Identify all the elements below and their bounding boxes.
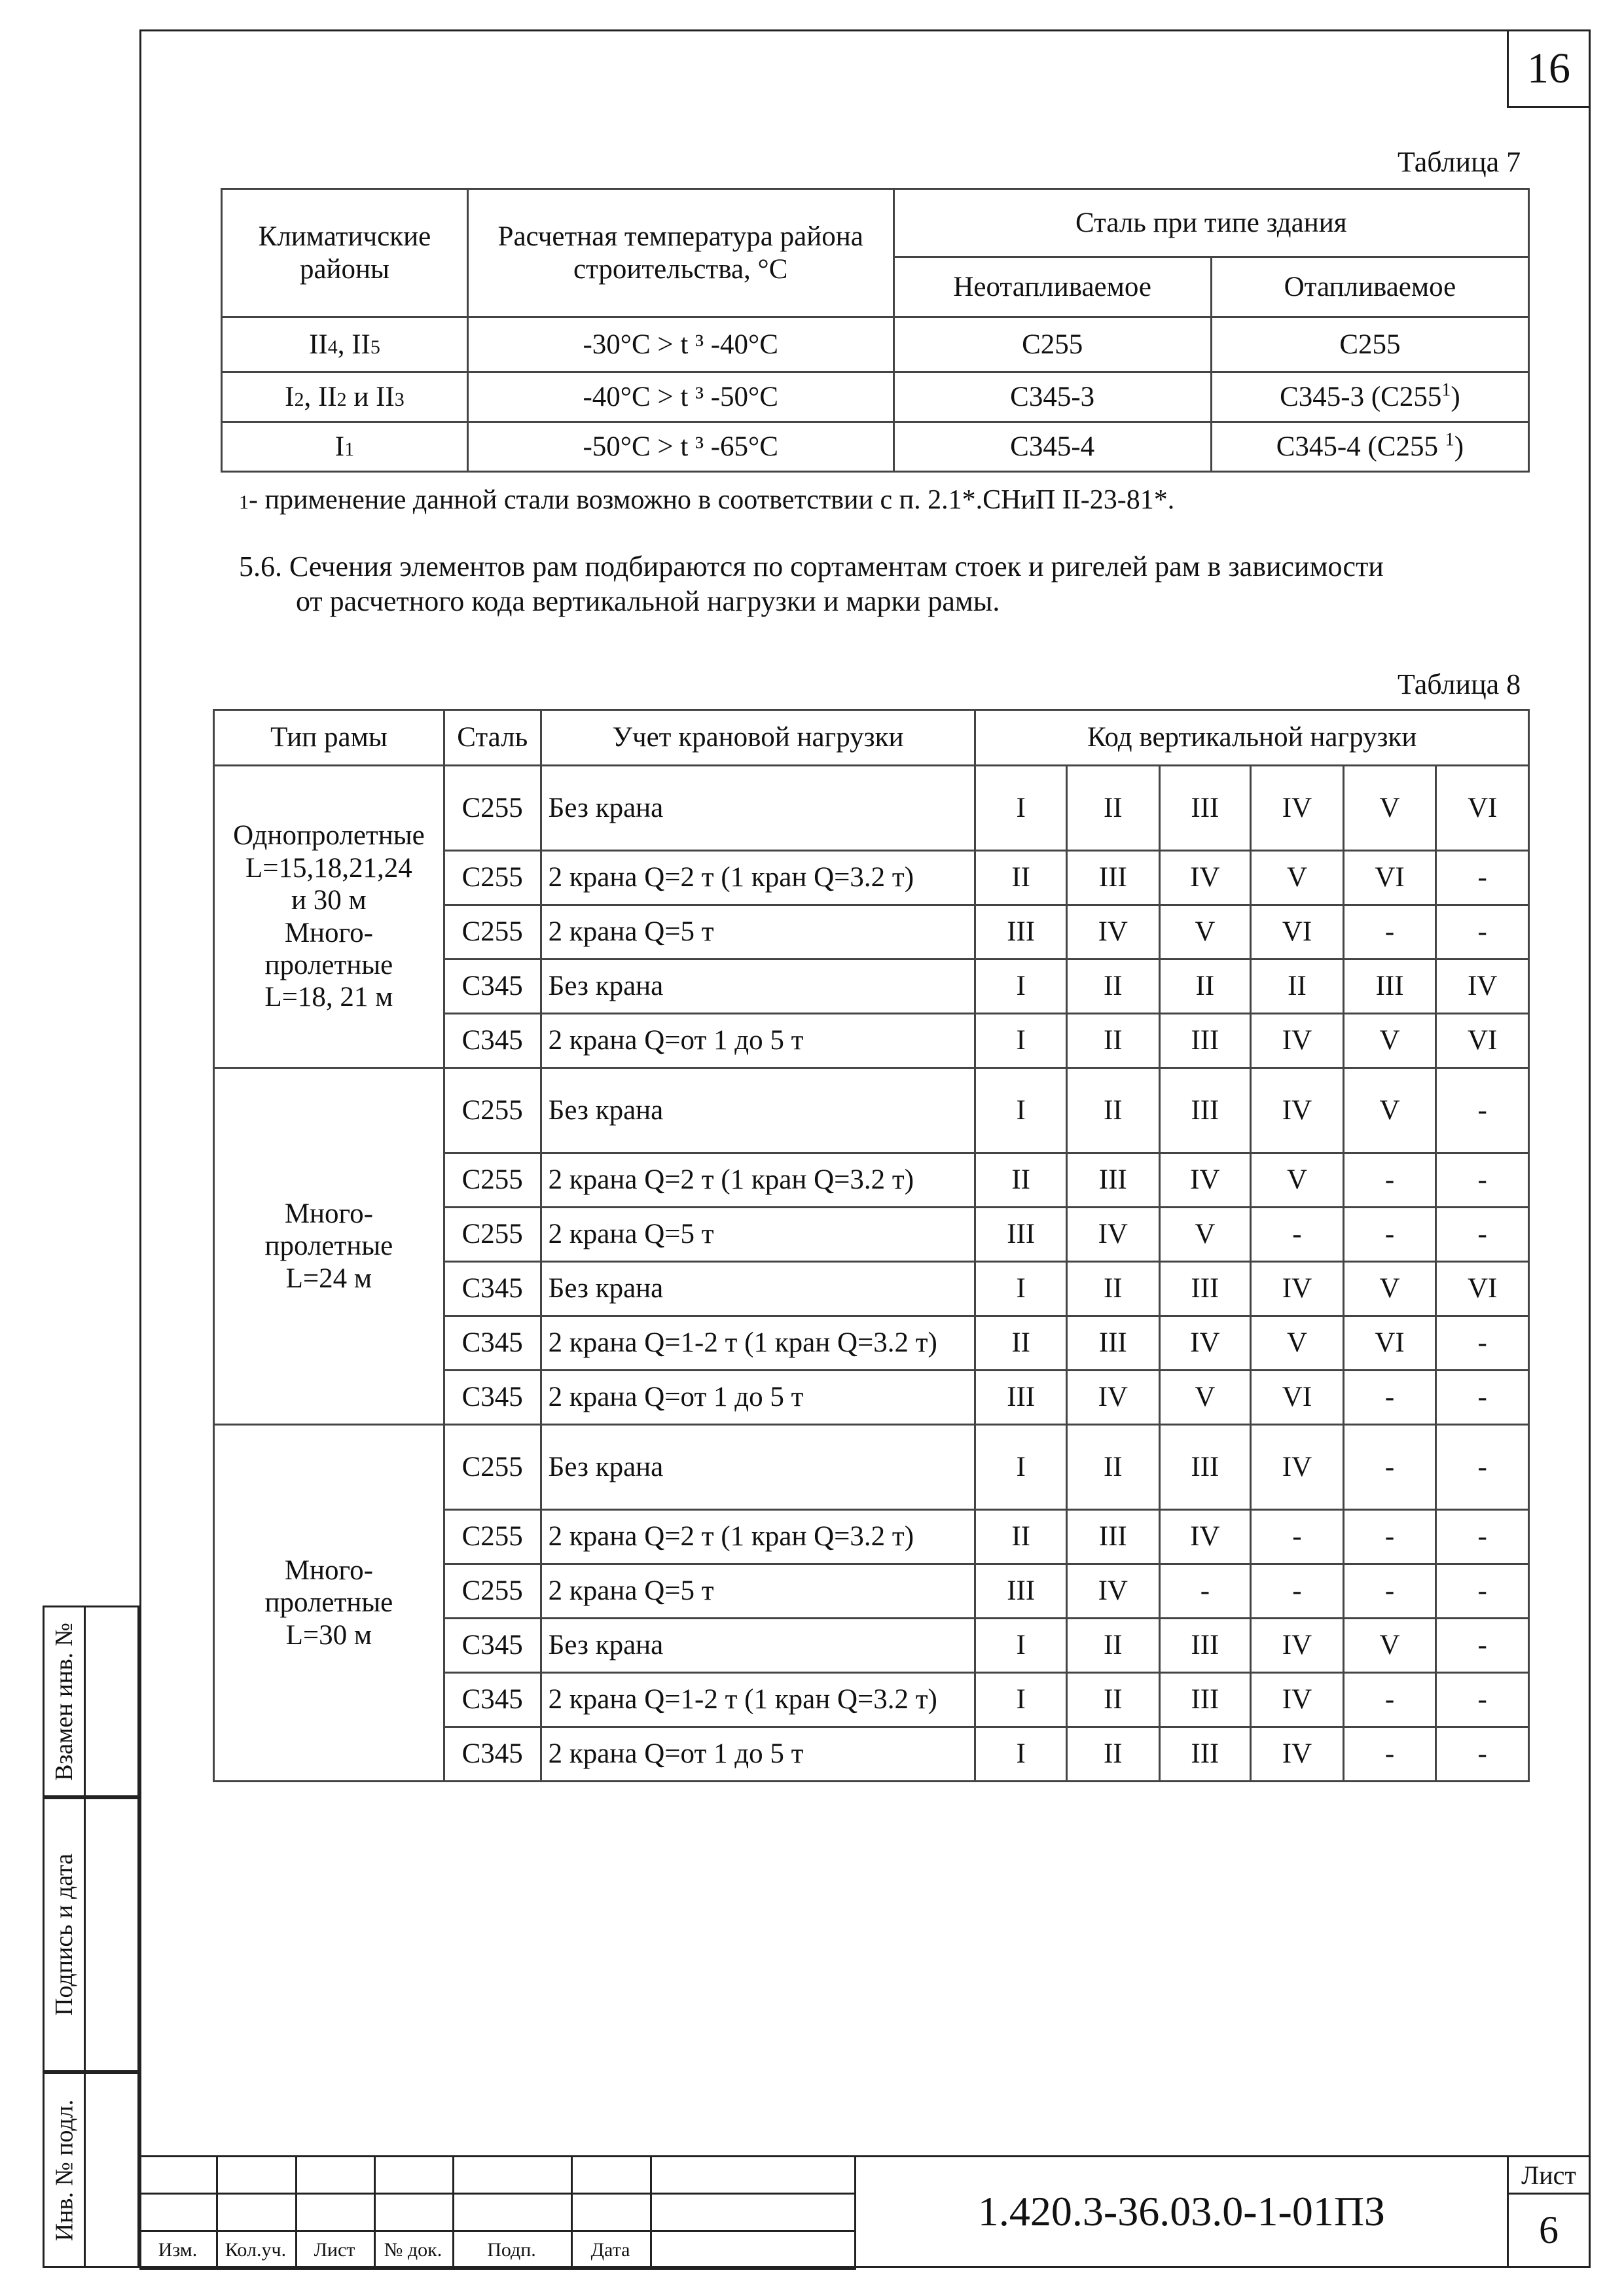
table8-code: III [1159,766,1251,851]
table7-header-unheated: Неотапливаемое [893,257,1211,317]
title-block-cell [650,2230,856,2270]
table8-steel: С255 [444,1068,541,1153]
region-subscript: 4 [327,336,338,358]
table8-code: III [975,1208,1067,1262]
table8-crane: 2 крана Q=2 т (1 кран Q=3.2 т) [541,1153,975,1208]
sheet-number: 6 [1507,2193,1591,2268]
table8-code: II [975,1510,1067,1564]
table8-code: - [1343,1371,1436,1425]
table8-frame-type [214,1425,444,1782]
frame-type-line: L=15,18,21,24 [245,852,412,884]
table8-code: III [1343,960,1436,1014]
table8-code: II [1066,1014,1159,1068]
table8-code: III [1159,1068,1251,1153]
table7-header-heated: Отапливаемое [1211,257,1528,317]
heated-steel: С345-3 (С255 [1280,381,1442,412]
footnote-mark: 1 [239,492,249,513]
table7 [221,188,1530,473]
table8-code: - [1436,1371,1529,1425]
table8-code: V [1251,851,1344,905]
table8-frame-type [214,1068,444,1425]
frame-type-line: Много- [284,917,373,948]
document-code: 1.420.3-36.03.0-1-01ПЗ [854,2155,1509,2268]
title-block [139,2155,1591,2268]
table8-code: III [1066,1153,1159,1208]
title-block-cell [139,2155,218,2195]
table8-steel: С255 [444,851,541,905]
table8-code: IV [1159,1510,1251,1564]
table8-code: VI [1251,1371,1344,1425]
table8-code: IV [1066,1564,1159,1619]
table8-code: I [975,1727,1067,1782]
heated-close-paren: ) [1454,431,1464,462]
table8-code: - [1436,1673,1529,1727]
table8-crane: 2 крана Q=2 т (1 кран Q=3.2 т) [541,851,975,905]
region-join: и [346,381,376,412]
frame-type-line: L=18, 21 м [264,982,393,1013]
table8-code: IV [1436,960,1529,1014]
title-block-cell [571,2155,652,2195]
region-subscript: 1 [344,438,355,460]
table8-code: IV [1251,1068,1344,1153]
region-numeral: I [334,431,345,462]
table8-code: I [975,1619,1067,1673]
table8-steel: С345 [444,1262,541,1316]
table7-temperature: -50°С > t ³ -65°С [467,422,893,472]
region-join: , [337,329,352,360]
table8-code: III [1159,1425,1251,1510]
table8-code: - [1251,1208,1344,1262]
table8-code: - [1343,1727,1436,1782]
table8-code: II [1066,1425,1159,1510]
title-block-label: Подп. [487,2239,536,2261]
table8-crane: 2 крана Q=от 1 до 5 т [541,1727,975,1782]
table8-code: VI [1436,766,1529,851]
table8-crane: 2 крана Q=5 т [541,1564,975,1619]
table8-code: - [1251,1510,1344,1564]
frame-type-line: Много- [284,1554,373,1586]
table8-header-steel: Сталь [444,710,541,766]
frame-type-line: Много- [284,1198,373,1229]
table8-code: - [1436,1619,1529,1673]
table8-code: IV [1251,1262,1344,1316]
side-stamp-replaced-inv [43,1605,139,1797]
table8-code: I [975,1425,1067,1510]
side-label-replaced-inv: Взамен инв. № [50,1622,78,1781]
table7-region [222,317,468,372]
table8-code: V [1343,1014,1436,1068]
table8-code: IV [1251,1673,1344,1727]
table8-steel: С255 [444,905,541,960]
table8-code: IV [1066,905,1159,960]
table8-code: IV [1159,1153,1251,1208]
heated-footnote-mark: 1 [1445,429,1454,450]
table8-code: V [1343,1068,1436,1153]
side-label-inv-original: Инв. № подл. [50,2099,79,2241]
table7-heated [1211,372,1528,422]
title-block-label: Лист [314,2239,355,2261]
table8-code: - [1436,1153,1529,1208]
title-block-label: Изм. [158,2239,198,2261]
region-numeral: II [317,381,337,412]
table8-crane: Без крана [541,960,975,1014]
region-numeral: II [352,329,370,360]
table8-steel: С255 [444,1208,541,1262]
table8-code: VI [1436,1262,1529,1316]
title-block-cell [295,2193,376,2232]
footnote [239,484,1174,516]
page-number: 16 [1507,29,1591,108]
table8-steel: С345 [444,1014,541,1068]
table8-steel: С255 [444,1153,541,1208]
table8-code: - [1343,1564,1436,1619]
frame-type-line: пролетные [264,949,393,980]
table8-code: I [975,766,1067,851]
table7-heated [1211,317,1528,372]
heated-steel: С345-4 (С255 [1276,431,1445,462]
title-block-label: Дата [590,2239,630,2261]
region-numeral: II [309,329,328,360]
table7-heated [1211,422,1528,472]
paragraph-line-1: 5.6. Сечения элементов рам подбираются по сортаментам стоек и ригелей рам в зависимости [239,550,1384,583]
table8-steel: С345 [444,1673,541,1727]
title-block-label: Кол.уч. [225,2239,287,2261]
table8-code: - [1436,1208,1529,1262]
table8-caption: Таблица 8 [1398,668,1521,700]
table8-code: - [1343,905,1436,960]
table7-unheated: С345-3 [893,372,1211,422]
region-subscript: 5 [370,336,380,358]
table7-unheated: С345-4 [893,422,1211,472]
title-block-cell [374,2193,454,2232]
region-numeral: I [285,381,295,412]
frame-type-line: L=30 м [285,1619,372,1651]
table8-code: - [1343,1510,1436,1564]
table8-code: III [1066,851,1159,905]
table7-unheated: С255 [893,317,1211,372]
heated-steel: С255 [1339,329,1401,360]
table8-code: II [975,851,1067,905]
table8-code: II [975,1316,1067,1371]
table8-steel: С345 [444,1619,541,1673]
table8-crane: 2 крана Q=5 т [541,905,975,960]
table8-code: II [1066,960,1159,1014]
table8-steel: С255 [444,1510,541,1564]
table8-code: III [975,905,1067,960]
table7-temperature: -30°С > t ³ -40°С [467,317,893,372]
table8-code: I [975,1014,1067,1068]
side-stamp-signature-date [43,1797,139,2072]
table8-header-frame-type: Тип рамы [214,710,444,766]
title-block-label: № док. [384,2239,442,2261]
table8-code: III [1159,1727,1251,1782]
table8-crane: 2 крана Q=1-2 т (1 кран Q=3.2 т) [541,1673,975,1727]
table8-code: - [1436,1564,1529,1619]
side-label-signature-date: Подпись и дата [50,1853,79,2017]
title-block-cell [452,2193,573,2232]
table8-code: - [1343,1153,1436,1208]
table8-code: IV [1066,1208,1159,1262]
table7-header-climate: Климатичские районы [222,189,468,317]
table8-code: III [1159,1619,1251,1673]
heated-close-paren: ) [1451,381,1460,412]
table7-temperature: -40°С > t ³ -50°С [467,372,893,422]
table7-header-steel: Сталь при типе здания [893,189,1529,257]
table8-code: I [975,1673,1067,1727]
table8-code: - [1436,1425,1529,1510]
table8-crane: Без крана [541,766,975,851]
table8-code: II [1251,960,1344,1014]
table8-header-code: Код вертикальной нагрузки [975,710,1529,766]
table8-code: IV [1066,1371,1159,1425]
table8-steel: С255 [444,1564,541,1619]
table8-steel: С345 [444,960,541,1014]
table8-code: - [1436,1727,1529,1782]
table8-code: II [1066,1673,1159,1727]
table8-crane: 2 крана Q=2 т (1 кран Q=3.2 т) [541,1510,975,1564]
table8-code: III [1066,1316,1159,1371]
title-block-cell [216,2155,297,2195]
table8-code: V [1343,1619,1436,1673]
table8-crane: Без крана [541,1068,975,1153]
table8-crane: Без крана [541,1262,975,1316]
table8-code: - [1436,1068,1529,1153]
table8-code: VI [1251,905,1344,960]
table8-code: - [1436,851,1529,905]
table8-crane: Без крана [541,1619,975,1673]
table8-crane: 2 крана Q=5 т [541,1208,975,1262]
table8-code: V [1343,766,1436,851]
table8-steel: С345 [444,1727,541,1782]
table8-steel: С345 [444,1371,541,1425]
table8-code: III [1159,1673,1251,1727]
table8-code: IV [1159,851,1251,905]
table8-code: - [1159,1564,1251,1619]
region-subscript: 2 [336,388,347,410]
table8-code: - [1343,1208,1436,1262]
table8-code: - [1251,1564,1344,1619]
table8-code: IV [1251,1014,1344,1068]
table8-code: IV [1251,766,1344,851]
table8-code: III [1159,1262,1251,1316]
table8 [213,709,1530,1782]
table8-frame-type [214,766,444,1068]
table8-code: I [975,1068,1067,1153]
table8-steel: С345 [444,1316,541,1371]
table8-code: II [1066,1262,1159,1316]
title-block-cell [295,2155,376,2195]
region-subscript: 3 [394,388,405,410]
table8-code: - [1343,1673,1436,1727]
table8-crane: 2 крана Q=от 1 до 5 т [541,1014,975,1068]
region-join: , [304,381,318,412]
table8-code: III [1066,1510,1159,1564]
table8-code: III [975,1564,1067,1619]
table8-code: V [1159,1371,1251,1425]
table8-code: II [1066,1068,1159,1153]
table8-steel: С255 [444,766,541,851]
region-numeral: II [376,381,395,412]
title-block-cell [650,2193,856,2232]
frame-type-line: и 30 м [291,885,367,916]
table7-caption: Таблица 7 [1398,146,1521,178]
table8-code: I [975,1262,1067,1316]
table7-region [222,372,468,422]
title-block-cell [374,2155,454,2195]
table8-code: II [975,1153,1067,1208]
table8-code: V [1251,1316,1344,1371]
frame-type-line: пролетные [264,1587,393,1619]
table8-code: VI [1436,1014,1529,1068]
table8-code: IV [1159,1316,1251,1371]
table8-steel: С255 [444,1425,541,1510]
table8-crane: Без крана [541,1425,975,1510]
frame-type-line: L=24 м [285,1263,372,1294]
title-block-cell [139,2193,218,2232]
table8-code: V [1159,1208,1251,1262]
table8-code: II [1066,766,1159,851]
table8-code: IV [1251,1425,1344,1510]
table8-code: V [1159,905,1251,960]
frame-type-line: Однопролетные [233,820,425,852]
table8-code: V [1343,1262,1436,1316]
table8-code: - [1436,905,1529,960]
table8-code: III [1159,1014,1251,1068]
table8-code: I [975,960,1067,1014]
table8-code: IV [1251,1619,1344,1673]
paragraph-line-2: от расчетного кода вертикальной нагрузки и марки рамы. [296,585,1000,617]
table7-header-temperature: Расчетная температура района строительства, °С [467,189,893,317]
title-block-cell [650,2155,856,2195]
table8-header-crane: Учет крановой нагрузки [541,710,975,766]
table8-crane: 2 крана Q=от 1 до 5 т [541,1371,975,1425]
sheet-label: Лист [1507,2155,1591,2195]
table8-code: II [1159,960,1251,1014]
table8-code: - [1436,1510,1529,1564]
title-block-cell [216,2193,297,2232]
table8-code: - [1343,1425,1436,1510]
footnote-text: - применение данной стали возможно в соответствии с п. 2.1*.СНиП II-23-81*. [249,485,1175,515]
title-block-cell [452,2155,573,2195]
table8-crane: 2 крана Q=1-2 т (1 кран Q=3.2 т) [541,1316,975,1371]
frame-type-line: пролетные [264,1230,393,1262]
table8-code: IV [1251,1727,1344,1782]
table7-region [222,422,468,472]
side-stamp-inv-original [43,2072,139,2268]
table8-code: III [975,1371,1067,1425]
table8-code: II [1066,1727,1159,1782]
heated-footnote-mark: 1 [1441,380,1451,401]
table8-code: II [1066,1619,1159,1673]
table8-code: VI [1343,851,1436,905]
title-block-cell [571,2193,652,2232]
region-subscript: 2 [294,388,304,410]
table8-code: VI [1343,1316,1436,1371]
table8-code: V [1251,1153,1344,1208]
table8-code: - [1436,1316,1529,1371]
